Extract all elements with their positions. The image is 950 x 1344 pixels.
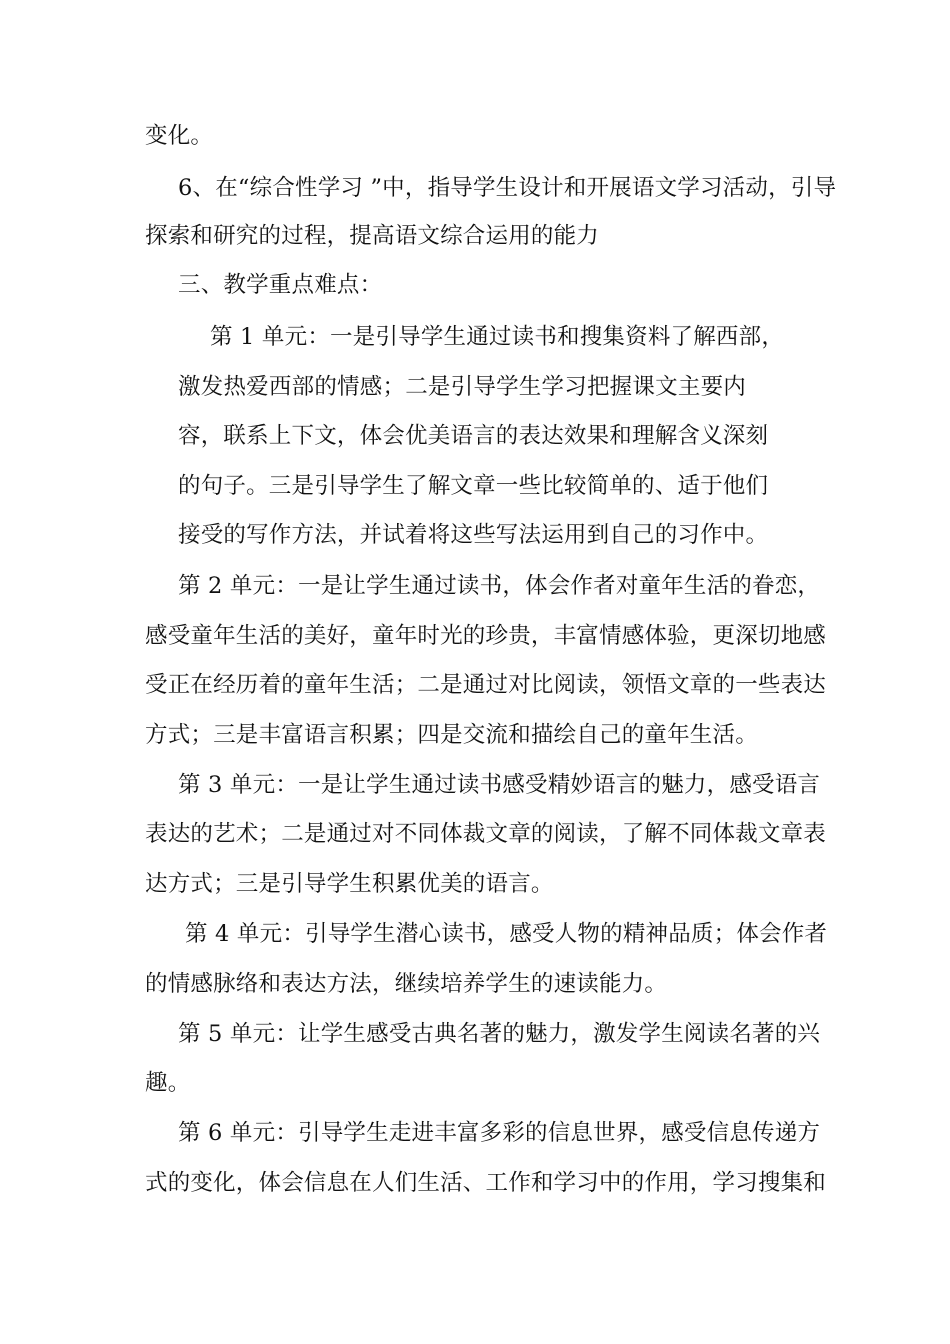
text-line: 探索和研究的过程，提高语文综合运用的能力 bbox=[145, 223, 600, 249]
text-line: 第 3 单元：一是让学生通过读书感受精妙语言的魅力，感受语言 bbox=[178, 772, 821, 798]
text-line: 的句子。三是引导学生了解文章一些比较简单的、适于他们 bbox=[178, 473, 769, 499]
text-line: 表达的艺术；二是通过对不同体裁文章的阅读，了解不同体裁文章表 bbox=[145, 821, 827, 847]
text-line: 第 4 单元：引导学生潜心读书，感受人物的精神品质；体会作者 bbox=[185, 921, 828, 947]
text-line: 第 6 单元：引导学生走进丰富多彩的信息世界，感受信息传递方 bbox=[178, 1120, 821, 1146]
text-line: 感受童年生活的美好，童年时光的珍贵，丰富情感体验，更深切地感 bbox=[145, 623, 827, 649]
text-line: 第 5 单元：让学生感受古典名著的魅力，激发学生阅读名著的兴 bbox=[178, 1021, 821, 1047]
text-line: 方式；三是丰富语言积累；四是交流和描绘自己的童年生活。 bbox=[145, 722, 758, 748]
section-heading: 三、教学重点难点： bbox=[178, 272, 383, 298]
text-line: 6、在“综合性学习 ”中，指导学生设计和开展语文学习活动，引导 bbox=[178, 175, 837, 201]
text-line: 的情感脉络和表达方法，继续培养学生的速读能力。 bbox=[145, 971, 668, 997]
text-line: 激发热爱西部的情感；二是引导学生学习把握课文主要内 bbox=[178, 374, 746, 400]
text-line: 趣。 bbox=[145, 1070, 191, 1096]
text-line: 受正在经历着的童年生活；二是通过对比阅读，领悟文章的一些表达 bbox=[145, 672, 827, 698]
text-line: 容，联系上下文，体会优美语言的表达效果和理解含义深刻 bbox=[178, 423, 769, 449]
text-line: 达方式；三是引导学生积累优美的语言。 bbox=[145, 871, 554, 897]
text-line: 接受的写作方法，并试着将这些写法运用到自己的习作中。 bbox=[178, 522, 769, 548]
text-line: 第 1 单元：一是引导学生通过读书和搜集资料了解西部， bbox=[210, 324, 785, 350]
text-line: 变化。 bbox=[145, 123, 214, 149]
text-line: 式的变化，体会信息在人们生活、工作和学习中的作用，学习搜集和 bbox=[145, 1170, 827, 1196]
text-line: 第 2 单元：一是让学生通过读书，体会作者对童年生活的眷恋， bbox=[178, 573, 821, 599]
